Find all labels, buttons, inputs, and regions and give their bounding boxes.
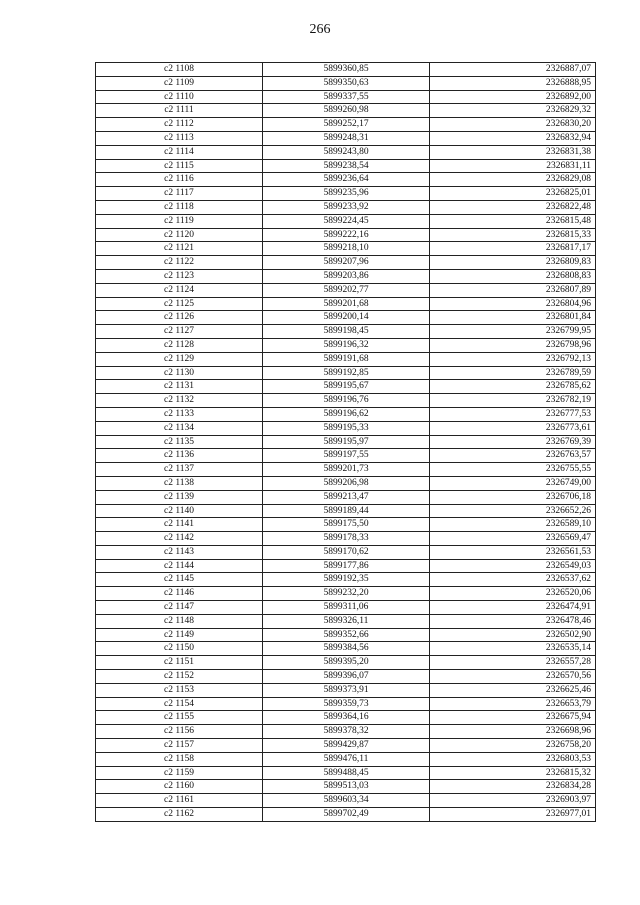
table-row xyxy=(96,449,596,463)
table-row xyxy=(96,159,596,173)
table-row xyxy=(96,380,596,394)
x-coordinate-cell: 5899248,31 xyxy=(263,131,430,145)
y-coordinate-cell: 2326478,46 xyxy=(430,614,596,628)
table-row xyxy=(96,407,596,421)
y-coordinate-cell: 2326653,79 xyxy=(430,697,596,711)
x-coordinate-cell: 5899207,96 xyxy=(263,256,430,270)
x-coordinate-cell: 5899702,49 xyxy=(263,808,430,822)
x-coordinate-cell: 5899195,67 xyxy=(263,380,430,394)
table-row xyxy=(96,325,596,339)
table-row xyxy=(96,435,596,449)
y-coordinate-cell: 2326804,96 xyxy=(430,297,596,311)
point-id-cell: c2 1111 xyxy=(96,104,263,118)
point-id-cell: c2 1134 xyxy=(96,421,263,435)
x-coordinate-cell: 5899488,45 xyxy=(263,766,430,780)
x-coordinate-cell: 5899326,11 xyxy=(263,614,430,628)
y-coordinate-cell: 2326815,48 xyxy=(430,214,596,228)
x-coordinate-cell: 5899236,64 xyxy=(263,173,430,187)
point-id-cell: c2 1116 xyxy=(96,173,263,187)
y-coordinate-cell: 2326829,32 xyxy=(430,104,596,118)
x-coordinate-cell: 5899196,32 xyxy=(263,338,430,352)
point-id-cell: c2 1128 xyxy=(96,338,263,352)
point-id-cell: c2 1132 xyxy=(96,394,263,408)
y-coordinate-cell: 2326785,62 xyxy=(430,380,596,394)
table-row xyxy=(96,683,596,697)
point-id-cell: c2 1144 xyxy=(96,559,263,573)
x-coordinate-cell: 5899352,66 xyxy=(263,628,430,642)
table-row xyxy=(96,780,596,794)
table-row xyxy=(96,504,596,518)
y-coordinate-cell: 2326803,53 xyxy=(430,752,596,766)
table-row xyxy=(96,352,596,366)
table-row xyxy=(96,642,596,656)
table-row xyxy=(96,90,596,104)
y-coordinate-cell: 2326799,95 xyxy=(430,325,596,339)
point-id-cell: c2 1146 xyxy=(96,587,263,601)
point-id-cell: c2 1140 xyxy=(96,504,263,518)
point-id-cell: c2 1119 xyxy=(96,214,263,228)
x-coordinate-cell: 5899378,32 xyxy=(263,725,430,739)
x-coordinate-cell: 5899192,85 xyxy=(263,366,430,380)
y-coordinate-cell: 2326834,28 xyxy=(430,780,596,794)
y-coordinate-cell: 2326822,48 xyxy=(430,200,596,214)
table-row xyxy=(96,794,596,808)
table-row xyxy=(96,63,596,77)
table-row xyxy=(96,228,596,242)
point-id-cell: c2 1152 xyxy=(96,670,263,684)
x-coordinate-cell: 5899203,86 xyxy=(263,269,430,283)
y-coordinate-cell: 2326782,19 xyxy=(430,394,596,408)
y-coordinate-cell: 2326798,96 xyxy=(430,338,596,352)
x-coordinate-cell: 5899359,73 xyxy=(263,697,430,711)
coordinates-table xyxy=(95,62,596,822)
y-coordinate-cell: 2326549,03 xyxy=(430,559,596,573)
table-row xyxy=(96,752,596,766)
y-coordinate-cell: 2326801,84 xyxy=(430,311,596,325)
point-id-cell: c2 1157 xyxy=(96,739,263,753)
point-id-cell: c2 1149 xyxy=(96,628,263,642)
x-coordinate-cell: 5899252,17 xyxy=(263,118,430,132)
point-id-cell: c2 1124 xyxy=(96,283,263,297)
point-id-cell: c2 1136 xyxy=(96,449,263,463)
x-coordinate-cell: 5899201,68 xyxy=(263,297,430,311)
x-coordinate-cell: 5899395,20 xyxy=(263,656,430,670)
x-coordinate-cell: 5899218,10 xyxy=(263,242,430,256)
point-id-cell: c2 1109 xyxy=(96,76,263,90)
y-coordinate-cell: 2326777,53 xyxy=(430,407,596,421)
x-coordinate-cell: 5899429,87 xyxy=(263,739,430,753)
x-coordinate-cell: 5899243,80 xyxy=(263,145,430,159)
point-id-cell: c2 1131 xyxy=(96,380,263,394)
point-id-cell: c2 1122 xyxy=(96,256,263,270)
point-id-cell: c2 1162 xyxy=(96,808,263,822)
table-row xyxy=(96,808,596,822)
y-coordinate-cell: 2326535,14 xyxy=(430,642,596,656)
x-coordinate-cell: 5899196,62 xyxy=(263,407,430,421)
y-coordinate-cell: 2326977,01 xyxy=(430,808,596,822)
y-coordinate-cell: 2326817,17 xyxy=(430,242,596,256)
table-row xyxy=(96,766,596,780)
point-id-cell: c2 1143 xyxy=(96,545,263,559)
y-coordinate-cell: 2326749,00 xyxy=(430,476,596,490)
y-coordinate-cell: 2326589,10 xyxy=(430,518,596,532)
point-id-cell: c2 1142 xyxy=(96,532,263,546)
x-coordinate-cell: 5899603,34 xyxy=(263,794,430,808)
y-coordinate-cell: 2326825,01 xyxy=(430,187,596,201)
table-row xyxy=(96,463,596,477)
x-coordinate-cell: 5899476,11 xyxy=(263,752,430,766)
y-coordinate-cell: 2326698,96 xyxy=(430,725,596,739)
y-coordinate-cell: 2326888,95 xyxy=(430,76,596,90)
x-coordinate-cell: 5899175,50 xyxy=(263,518,430,532)
x-coordinate-cell: 5899196,76 xyxy=(263,394,430,408)
y-coordinate-cell: 2326769,39 xyxy=(430,435,596,449)
point-id-cell: c2 1114 xyxy=(96,145,263,159)
point-id-cell: c2 1135 xyxy=(96,435,263,449)
table-row xyxy=(96,297,596,311)
y-coordinate-cell: 2326537,62 xyxy=(430,573,596,587)
x-coordinate-cell: 5899233,92 xyxy=(263,200,430,214)
x-coordinate-cell: 5899350,63 xyxy=(263,76,430,90)
x-coordinate-cell: 5899337,55 xyxy=(263,90,430,104)
y-coordinate-cell: 2326789,59 xyxy=(430,366,596,380)
y-coordinate-cell: 2326755,55 xyxy=(430,463,596,477)
table-row xyxy=(96,725,596,739)
x-coordinate-cell: 5899232,20 xyxy=(263,587,430,601)
y-coordinate-cell: 2326808,83 xyxy=(430,269,596,283)
y-coordinate-cell: 2326831,38 xyxy=(430,145,596,159)
table-row xyxy=(96,739,596,753)
point-id-cell: c2 1112 xyxy=(96,118,263,132)
table-row xyxy=(96,214,596,228)
point-id-cell: c2 1129 xyxy=(96,352,263,366)
y-coordinate-cell: 2326903,97 xyxy=(430,794,596,808)
table-row xyxy=(96,545,596,559)
point-id-cell: c2 1115 xyxy=(96,159,263,173)
point-id-cell: c2 1154 xyxy=(96,697,263,711)
y-coordinate-cell: 2326569,47 xyxy=(430,532,596,546)
table-row xyxy=(96,711,596,725)
y-coordinate-cell: 2326561,53 xyxy=(430,545,596,559)
point-id-cell: c2 1153 xyxy=(96,683,263,697)
point-id-cell: c2 1158 xyxy=(96,752,263,766)
table-row xyxy=(96,614,596,628)
table-row xyxy=(96,269,596,283)
table-row xyxy=(96,173,596,187)
y-coordinate-cell: 2326474,91 xyxy=(430,601,596,615)
point-id-cell: c2 1125 xyxy=(96,297,263,311)
x-coordinate-cell: 5899202,77 xyxy=(263,283,430,297)
x-coordinate-cell: 5899206,98 xyxy=(263,476,430,490)
y-coordinate-cell: 2326832,94 xyxy=(430,131,596,145)
table-row xyxy=(96,256,596,270)
x-coordinate-cell: 5899360,85 xyxy=(263,63,430,77)
point-id-cell: c2 1137 xyxy=(96,463,263,477)
x-coordinate-cell: 5899373,91 xyxy=(263,683,430,697)
coordinates-table-body xyxy=(96,63,596,822)
table-row xyxy=(96,518,596,532)
y-coordinate-cell: 2326758,20 xyxy=(430,739,596,753)
x-coordinate-cell: 5899311,06 xyxy=(263,601,430,615)
x-coordinate-cell: 5899170,62 xyxy=(263,545,430,559)
y-coordinate-cell: 2326557,28 xyxy=(430,656,596,670)
table-row xyxy=(96,532,596,546)
y-coordinate-cell: 2326815,32 xyxy=(430,766,596,780)
table-row xyxy=(96,200,596,214)
point-id-cell: c2 1156 xyxy=(96,725,263,739)
y-coordinate-cell: 2326502,90 xyxy=(430,628,596,642)
x-coordinate-cell: 5899213,47 xyxy=(263,490,430,504)
x-coordinate-cell: 5899177,86 xyxy=(263,559,430,573)
table-row xyxy=(96,131,596,145)
point-id-cell: c2 1118 xyxy=(96,200,263,214)
table-row xyxy=(96,242,596,256)
table-row xyxy=(96,366,596,380)
y-coordinate-cell: 2326570,56 xyxy=(430,670,596,684)
table-row xyxy=(96,628,596,642)
table-row xyxy=(96,338,596,352)
y-coordinate-cell: 2326706,18 xyxy=(430,490,596,504)
table-row xyxy=(96,283,596,297)
y-coordinate-cell: 2326763,57 xyxy=(430,449,596,463)
x-coordinate-cell: 5899384,56 xyxy=(263,642,430,656)
y-coordinate-cell: 2326831,11 xyxy=(430,159,596,173)
point-id-cell: c2 1148 xyxy=(96,614,263,628)
table-row xyxy=(96,76,596,90)
table-row xyxy=(96,118,596,132)
point-id-cell: c2 1145 xyxy=(96,573,263,587)
table-row xyxy=(96,187,596,201)
x-coordinate-cell: 5899198,45 xyxy=(263,325,430,339)
y-coordinate-cell: 2326773,61 xyxy=(430,421,596,435)
point-id-cell: c2 1160 xyxy=(96,780,263,794)
y-coordinate-cell: 2326830,20 xyxy=(430,118,596,132)
table-row xyxy=(96,490,596,504)
page-number: 266 xyxy=(309,22,331,37)
table-row xyxy=(96,421,596,435)
y-coordinate-cell: 2326652,26 xyxy=(430,504,596,518)
point-id-cell: c2 1130 xyxy=(96,366,263,380)
table-row xyxy=(96,697,596,711)
x-coordinate-cell: 5899396,07 xyxy=(263,670,430,684)
x-coordinate-cell: 5899224,45 xyxy=(263,214,430,228)
y-coordinate-cell: 2326892,00 xyxy=(430,90,596,104)
table-row xyxy=(96,670,596,684)
table-row xyxy=(96,559,596,573)
point-id-cell: c2 1127 xyxy=(96,325,263,339)
table-row xyxy=(96,601,596,615)
table-row xyxy=(96,311,596,325)
point-id-cell: c2 1113 xyxy=(96,131,263,145)
point-id-cell: c2 1139 xyxy=(96,490,263,504)
point-id-cell: c2 1141 xyxy=(96,518,263,532)
table-row xyxy=(96,476,596,490)
y-coordinate-cell: 2326625,46 xyxy=(430,683,596,697)
point-id-cell: c2 1123 xyxy=(96,269,263,283)
x-coordinate-cell: 5899364,16 xyxy=(263,711,430,725)
y-coordinate-cell: 2326815,33 xyxy=(430,228,596,242)
point-id-cell: c2 1138 xyxy=(96,476,263,490)
x-coordinate-cell: 5899195,33 xyxy=(263,421,430,435)
point-id-cell: c2 1117 xyxy=(96,187,263,201)
table-row xyxy=(96,656,596,670)
point-id-cell: c2 1155 xyxy=(96,711,263,725)
point-id-cell: c2 1110 xyxy=(96,90,263,104)
y-coordinate-cell: 2326809,83 xyxy=(430,256,596,270)
point-id-cell: c2 1161 xyxy=(96,794,263,808)
x-coordinate-cell: 5899189,44 xyxy=(263,504,430,518)
point-id-cell: c2 1150 xyxy=(96,642,263,656)
y-coordinate-cell: 2326829,08 xyxy=(430,173,596,187)
point-id-cell: c2 1147 xyxy=(96,601,263,615)
x-coordinate-cell: 5899197,55 xyxy=(263,449,430,463)
y-coordinate-cell: 2326792,13 xyxy=(430,352,596,366)
x-coordinate-cell: 5899260,98 xyxy=(263,104,430,118)
x-coordinate-cell: 5899222,16 xyxy=(263,228,430,242)
x-coordinate-cell: 5899178,33 xyxy=(263,532,430,546)
table-row xyxy=(96,394,596,408)
y-coordinate-cell: 2326807,89 xyxy=(430,283,596,297)
point-id-cell: c2 1121 xyxy=(96,242,263,256)
table-row xyxy=(96,145,596,159)
x-coordinate-cell: 5899201,73 xyxy=(263,463,430,477)
point-id-cell: c2 1126 xyxy=(96,311,263,325)
point-id-cell: c2 1151 xyxy=(96,656,263,670)
x-coordinate-cell: 5899191,68 xyxy=(263,352,430,366)
table-row xyxy=(96,104,596,118)
x-coordinate-cell: 5899195,97 xyxy=(263,435,430,449)
point-id-cell: c2 1133 xyxy=(96,407,263,421)
point-id-cell: c2 1120 xyxy=(96,228,263,242)
point-id-cell: c2 1108 xyxy=(96,63,263,77)
y-coordinate-cell: 2326520,06 xyxy=(430,587,596,601)
x-coordinate-cell: 5899513,03 xyxy=(263,780,430,794)
x-coordinate-cell: 5899200,14 xyxy=(263,311,430,325)
table-row xyxy=(96,587,596,601)
table-row xyxy=(96,573,596,587)
y-coordinate-cell: 2326887,07 xyxy=(430,63,596,77)
y-coordinate-cell: 2326675,94 xyxy=(430,711,596,725)
point-id-cell: c2 1159 xyxy=(96,766,263,780)
x-coordinate-cell: 5899192,35 xyxy=(263,573,430,587)
x-coordinate-cell: 5899238,54 xyxy=(263,159,430,173)
x-coordinate-cell: 5899235,96 xyxy=(263,187,430,201)
